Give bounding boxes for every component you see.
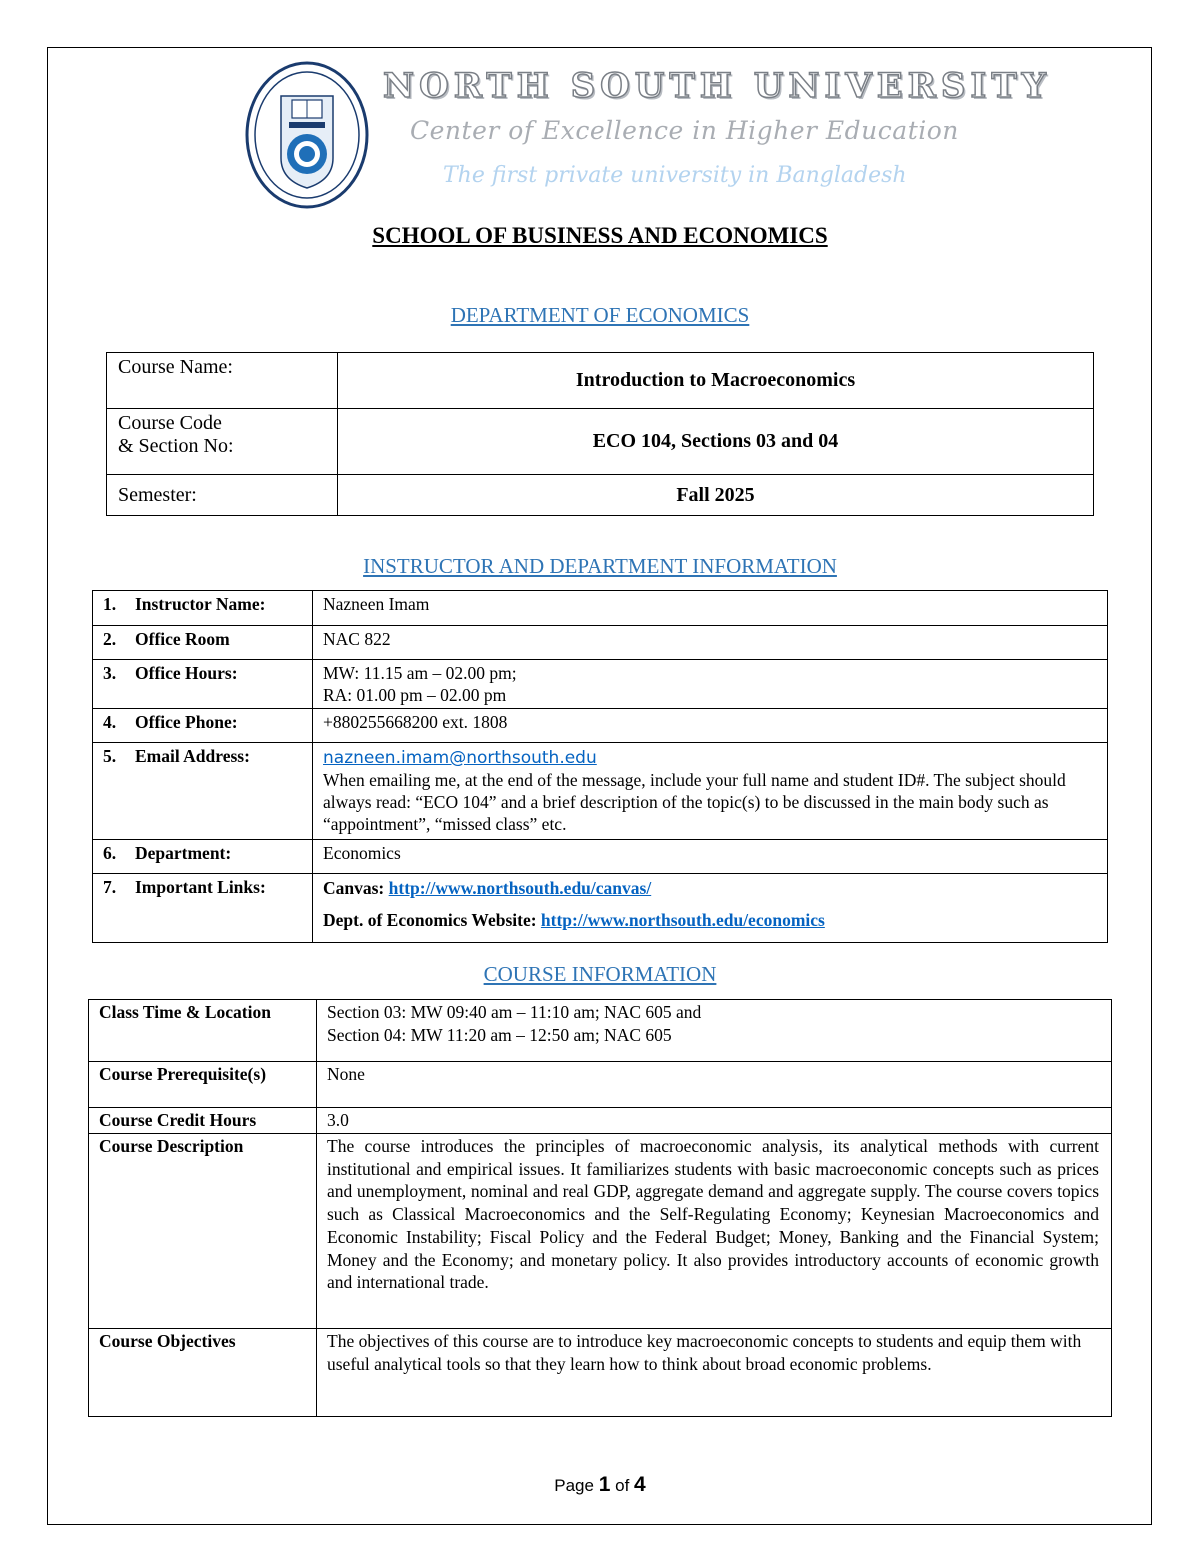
prerequisite-value: None <box>317 1062 1112 1108</box>
email-link[interactable]: nazneen.imam@northsouth.edu <box>323 748 597 768</box>
semester-value: Fall 2025 <box>338 475 1094 516</box>
class-time-line1: Section 03: MW 09:40 am – 11:10 am; NAC 605 and <box>327 1002 702 1022</box>
table-row <box>107 409 1094 475</box>
university-seal-logo <box>245 60 369 210</box>
important-links-value <box>313 874 1108 943</box>
office-phone-label <box>93 709 313 743</box>
instructor-name-label <box>93 591 313 626</box>
table-row <box>89 1108 1112 1134</box>
class-time-label: Class Time & Location <box>89 1000 317 1062</box>
row-number: 1. <box>103 594 117 614</box>
important-links-label <box>93 874 313 943</box>
objectives-value: The objectives of this course are to introduce key macroeconomic concepts to students and equip them with useful analytical tools so that they learn how to think about broad economic problems. <box>317 1329 1112 1417</box>
course-code-value: ECO 104, Sections 03 and 04 <box>338 409 1094 475</box>
page-word: Page <box>554 1476 594 1495</box>
credit-hours-value: 3.0 <box>317 1108 1112 1134</box>
course-name-label: Course Name: <box>107 353 338 409</box>
office-room-label <box>93 626 313 660</box>
university-tagline: Center of Excellence in Higher Education <box>410 116 959 145</box>
row-label: Email Address: <box>135 746 250 766</box>
row-number: 4. <box>103 712 117 732</box>
page-total: 4 <box>634 1473 646 1496</box>
email-label <box>93 743 313 840</box>
row-number: 2. <box>103 629 117 649</box>
dept-website-label: Dept. of Economics Website: <box>323 910 537 930</box>
table-row <box>93 591 1108 626</box>
row-number: 7. <box>103 877 117 897</box>
row-label: Office Room <box>135 629 230 649</box>
course-code-label-line1: Course Code <box>118 412 222 434</box>
table-row <box>93 874 1108 943</box>
instructor-info-table <box>92 590 1108 943</box>
table-row <box>93 709 1108 743</box>
table-row <box>93 743 1108 840</box>
table-row <box>89 1329 1112 1417</box>
office-hours-line1: MW: 11.15 am – 02.00 pm; <box>323 663 517 683</box>
page-current: 1 <box>598 1473 611 1496</box>
email-value <box>313 743 1108 840</box>
course-code-label <box>107 409 338 475</box>
course-info-table <box>88 999 1112 1417</box>
page-footer <box>0 1473 1200 1497</box>
university-name: NORTH SOUTH UNIVERSITY <box>383 66 1051 106</box>
description-value: The course introduces the principles of macroeconomic analysis, its analytical methods with current institutional and empirical issues. It familiarizes students with basic macroeconomic concepts such as prices and unemployment, nominal and real GDP, aggregate demand and aggregate supply. The course covers topics such as Classical Macroeconomics and the Self-Regulating Economy; Keynesian Macroeconomics and Economic Instability; Fiscal Policy and the Federal Budget; Money, Banking and the Financial System; Money and the Economy; and monetary policy. It also provides introductory accounts of economic growth and international trade. <box>317 1134 1112 1329</box>
office-hours-value <box>313 660 1108 709</box>
office-room-value: NAC 822 <box>313 626 1108 660</box>
row-number: 6. <box>103 843 117 863</box>
prerequisite-label: Course Prerequisite(s) <box>89 1062 317 1108</box>
course-summary-table <box>106 352 1094 516</box>
office-phone-value: +880255668200 ext. 1808 <box>313 709 1108 743</box>
instructor-section-title: INSTRUCTOR AND DEPARTMENT INFORMATION <box>363 554 837 578</box>
course-name-value: Introduction to Macroeconomics <box>338 353 1094 409</box>
class-time-value <box>317 1000 1112 1062</box>
office-hours-label <box>93 660 313 709</box>
email-instructions: When emailing me, at the end of the message, include your full name and student ID#. The subject should always read: “ECO 104” and a brief description of the topic(s) to be discussed in the main body such as “appointment”, “missed class” etc. <box>323 770 1066 834</box>
department-title: DEPARTMENT OF ECONOMICS <box>450 303 750 327</box>
canvas-link[interactable]: http://www.northsouth.edu/canvas/ <box>388 878 652 898</box>
table-row <box>89 1000 1112 1062</box>
class-time-line2: Section 04: MW 11:20 am – 12:50 am; NAC 605 <box>327 1024 672 1045</box>
row-label: Instructor Name: <box>135 594 266 614</box>
instructor-name-value: Nazneen Imam <box>313 591 1108 626</box>
row-label: Office Hours: <box>135 663 238 683</box>
table-row <box>89 1062 1112 1108</box>
canvas-label: Canvas: <box>323 878 385 898</box>
course-code-label-line2: & Section No: <box>118 435 234 457</box>
row-number: 5. <box>103 746 117 766</box>
table-row <box>107 475 1094 516</box>
objectives-label: Course Objectives <box>89 1329 317 1417</box>
department-value: Economics <box>313 840 1108 874</box>
of-word: of <box>615 1476 630 1495</box>
credit-hours-label: Course Credit Hours <box>89 1108 317 1134</box>
row-number: 3. <box>103 663 117 683</box>
university-subtagline: The first private university in Bangladesh <box>443 163 907 188</box>
row-label: Department: <box>135 843 232 863</box>
table-row <box>89 1134 1112 1329</box>
table-row <box>93 626 1108 660</box>
table-row <box>93 660 1108 709</box>
table-row <box>93 840 1108 874</box>
school-title: SCHOOL OF BUSINESS AND ECONOMICS <box>372 223 828 248</box>
course-info-title: COURSE INFORMATION <box>483 962 717 986</box>
dept-website-link[interactable]: http://www.northsouth.edu/economics <box>540 910 825 930</box>
row-label: Office Phone: <box>135 712 238 732</box>
office-hours-line2: RA: 01.00 pm – 02.00 pm <box>323 685 507 705</box>
semester-label: Semester: <box>107 475 338 516</box>
department-label <box>93 840 313 874</box>
row-label: Important Links: <box>135 877 266 897</box>
table-row <box>107 353 1094 409</box>
description-label: Course Description <box>89 1134 317 1329</box>
